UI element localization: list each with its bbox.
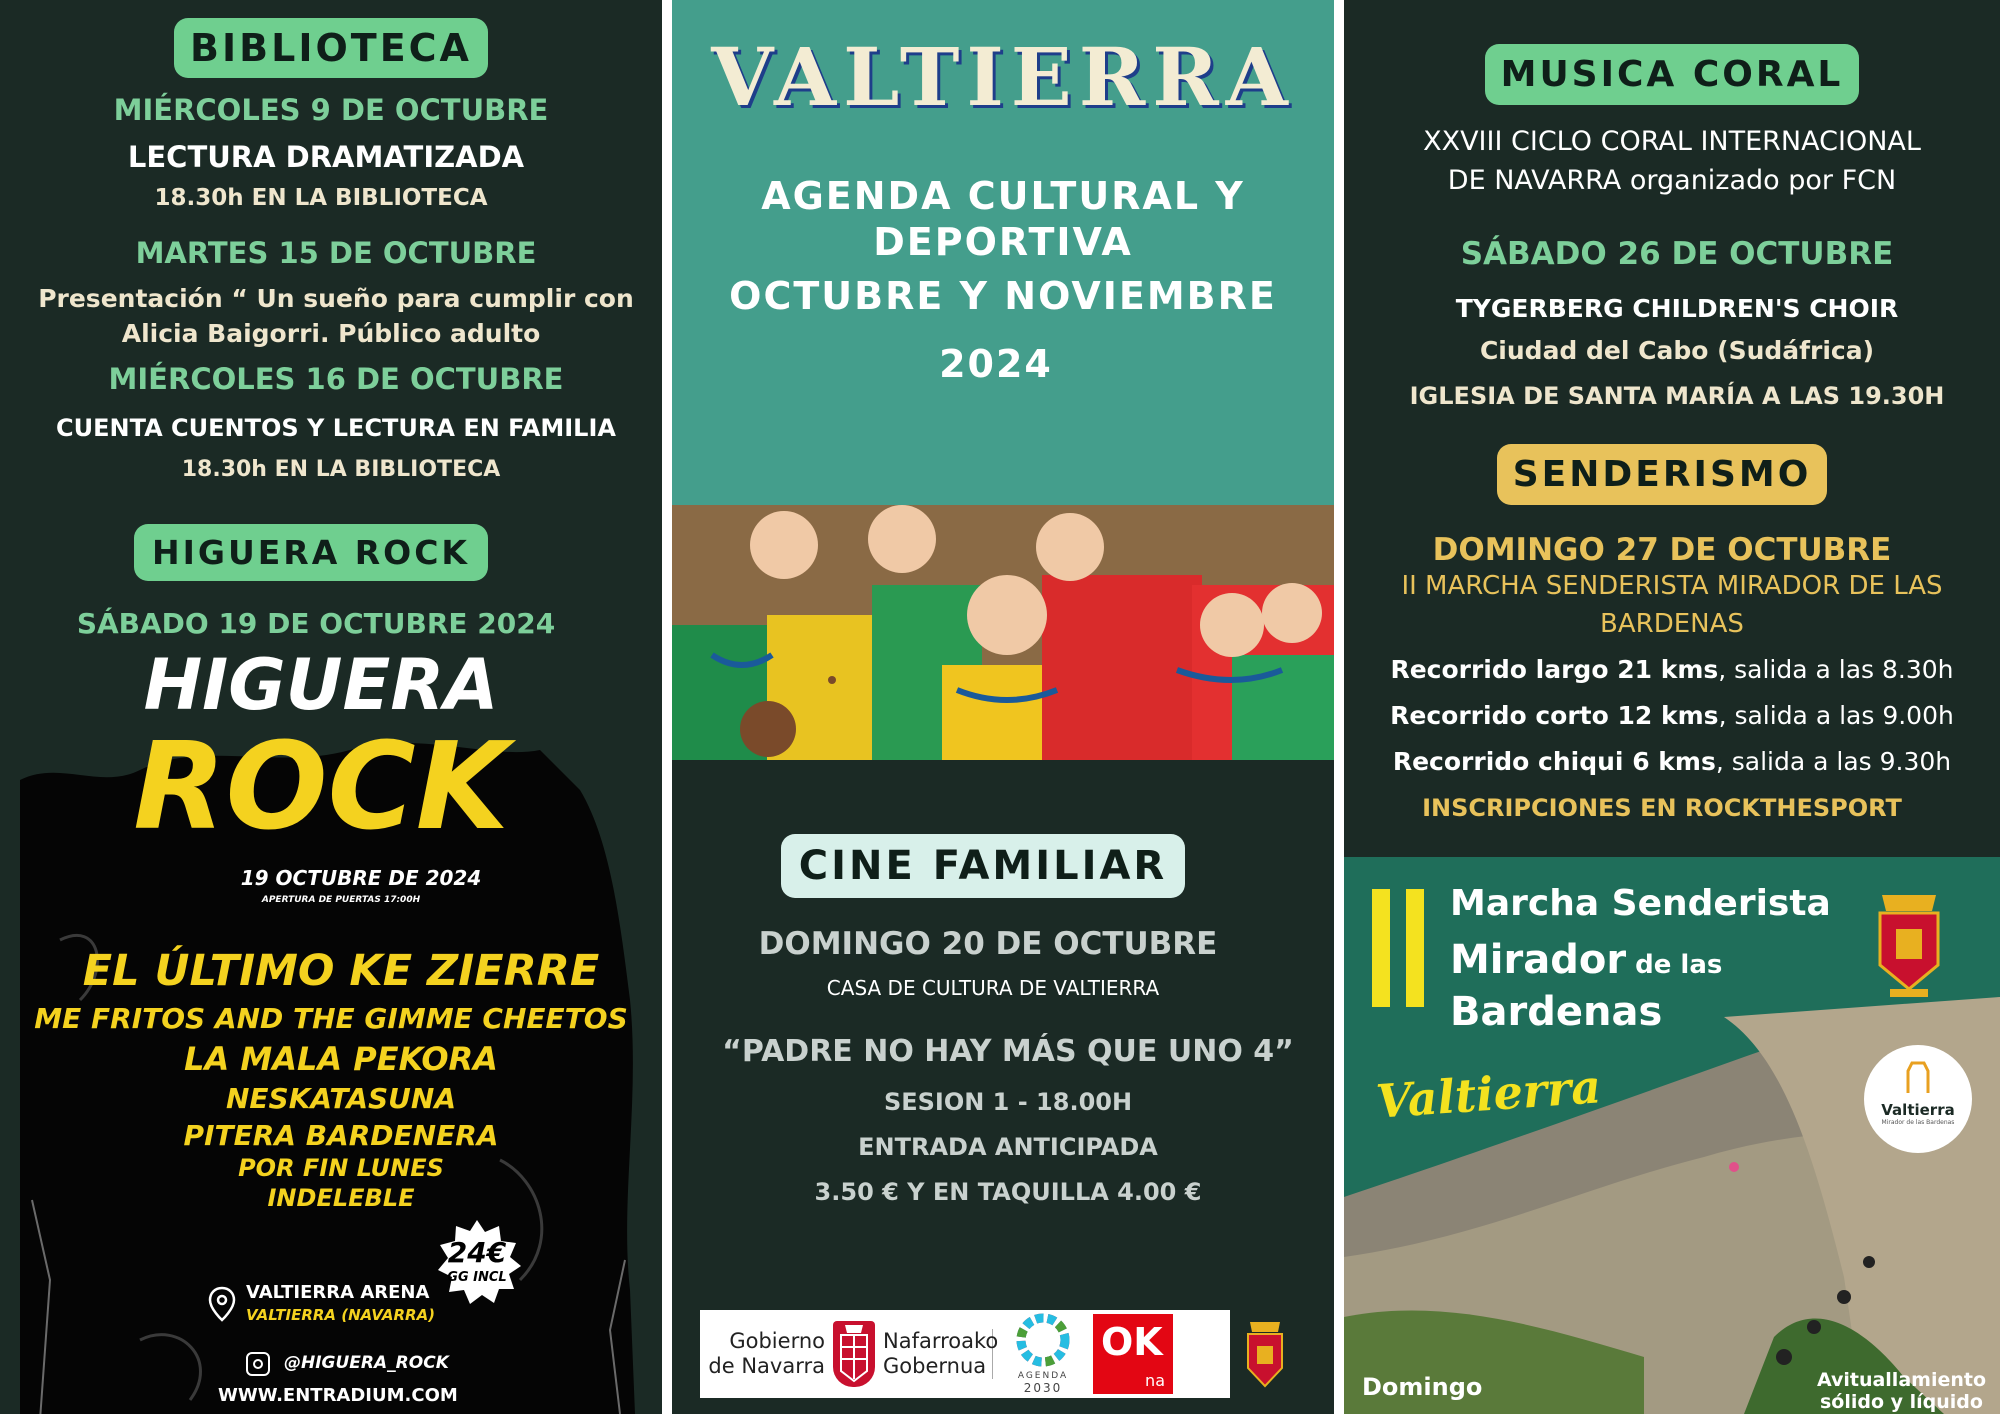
cine-place: CASA DE CULTURA DE VALTIERRA [826,976,1160,1000]
valtierra-badge [1864,1045,1972,1153]
hike-poster-bottom-right2: sólido y líquido [1819,1391,1983,1413]
biblioteca-ev2-line2: Alicia Baigorri. Público adulto [121,319,541,348]
hike-poster [1344,857,2000,1414]
navarra-shield-icon [833,1321,875,1387]
agenda-line2: DEPORTIVA [873,220,1133,264]
agenda-header [672,0,1334,505]
poster-doors: APERTURA DE PUERTAS 17:00H [261,895,421,905]
band-6: POR FIN LUNES [238,1154,444,1182]
cine-entry: ENTRADA ANTICIPADA [858,1133,1158,1161]
instagram-icon [246,1352,270,1376]
band-4: NESKATASUNA [225,1082,456,1115]
sponsor-logos [700,1310,1230,1398]
cine-header [672,834,1334,898]
band-1: EL ÚLTIMO KE ZIERRE [82,946,600,996]
hike-poster-bottom-right1: Avituallamiento [1816,1369,1986,1391]
route-1-time: , salida a las 8.30h [1718,655,1954,684]
biblioteca-ev1-date: MIÉRCOLES 9 DE OCTUBRE [113,93,549,127]
biblioteca-ev1-title: LECTURA DRAMATIZADA [127,140,525,174]
agenda-2030-label: AGENDA [1017,1371,1069,1381]
route-1-name: Recorrido largo 21 kms [1390,655,1719,684]
route-1 [1344,655,2000,684]
town-title: VALTIERRA [711,30,1295,124]
ok-logo-sub: na [1145,1371,1165,1390]
higuera-header [0,524,662,581]
band-7: INDELEBLE [267,1184,415,1212]
senderismo-header [1344,444,2000,505]
senderismo-inscriptions[interactable]: INSCRIPCIONES EN ROCKTHESPORT [1422,794,1902,822]
cine-date: DOMINGO 20 DE OCTUBRE [758,926,1218,962]
route-2 [1344,701,2000,730]
biblioteca-ev2-date: MARTES 15 DE OCTUBRE [135,236,537,270]
coral-header [1344,44,2000,105]
band-2: ME FRITOS AND THE GIMME CHEETOS [34,1002,628,1035]
nafarroako-text [883,1329,999,1379]
agenda-line3: OCTUBRE Y NOVIEMBRE [729,274,1277,318]
badge-subtitle: Mirador de las Bardenas [1881,1119,1955,1126]
agenda-year: 2024 [939,342,1053,386]
ok-navarra-logo [1093,1314,1173,1394]
ok-logo-text: OK [1101,1320,1163,1364]
coral-choir: TYGERBERG CHILDREN'S CHOIR [1455,294,1899,323]
middle-column [672,0,1334,1414]
senderismo-march1: II MARCHA SENDERISTA MIRADOR DE LAS [1401,571,1943,601]
senderismo-date: DOMINGO 27 DE OCTUBRE [1432,532,1892,568]
hike-poster-script: Valtierra [1374,1059,1603,1129]
price-value: 24€ [447,1236,507,1269]
nafarroako-line1: Nafarroako [883,1329,999,1353]
cine-session: SESION 1 - 18.00H [883,1088,1133,1116]
agenda-line1: AGENDA CULTURAL Y [761,174,1245,218]
left-column [0,0,662,1414]
biblioteca-ev1-place: 18.30h EN LA BIBLIOTECA [154,185,488,211]
route-3-name: Recorrido chiqui 6 kms [1392,747,1716,776]
price-badge [432,1218,522,1308]
agenda-2030-year: 2030 [1023,1381,1063,1395]
route-2-name: Recorrido corto 12 kms [1390,701,1719,730]
cine-film: “PADRE NO HAY MÁS QUE UNO 4” [722,1034,1294,1069]
price-note: GG INCL [447,1270,507,1285]
roman-numeral-ii-icon [1372,889,1428,1007]
senderismo-title: SENDERISMO [1497,444,1828,505]
coral-title: MUSICA CORAL [1485,44,1860,105]
band-3: LA MALA PEKORA [184,1040,498,1078]
hike-poster-line2 [1450,937,1722,983]
venue-sub: VALTIERRA (NAVARRA) [246,1306,436,1324]
route-3-time: , salida a las 9.30h [1715,747,1952,776]
hike-poster-line3: Bardenas [1450,989,1663,1035]
coral-line1: XXVIII CICLO CORAL INTERNACIONAL [1423,126,1921,157]
gobierno-navarra-text [700,1329,825,1379]
senderismo-march2: BARDENAS [1600,609,1744,639]
location-pin-icon [208,1286,236,1326]
badge-title: Valtierra [1881,1101,1955,1119]
venue-name: VALTIERRA ARENA [246,1282,430,1303]
biblioteca-header [0,18,662,78]
website-link[interactable]: WWW.ENTRADIUM.COM [218,1385,458,1406]
coral-place: IGLESIA DE SANTA MARÍA A LAS 19.30H [1409,382,1945,410]
gobierno-line2: de Navarra [708,1354,825,1378]
cine-price: 3.50 € Y EN TAQUILLA 4.00 € [814,1178,1202,1206]
coral-city: Ciudad del Cabo (Sudáfrica) [1479,336,1875,365]
right-column [1344,0,2000,1414]
route-3 [1344,747,2000,776]
hike-poster-line1: Marcha Senderista [1450,883,1831,924]
agenda-2030-logo [993,1313,1093,1395]
higuera-rock-poster [20,640,642,1414]
cine-title: CINE FAMILIAR [781,834,1185,898]
instagram-handle[interactable]: @HIGUERA_ROCK [284,1353,449,1373]
tower-icon [1898,1057,1938,1097]
coral-line2: DE NAVARRA organizado por FCN [1447,165,1897,196]
hike-coat-of-arms-icon [1872,885,1946,1001]
poster-title-higuera: HIGUERA [143,644,499,726]
biblioteca-ev3-place: 18.30h EN LA BIBLIOTECA [181,457,501,482]
higuera-date: SÁBADO 19 DE OCTUBRE 2024 [76,607,556,640]
biblioteca-ev2-line1: Presentación “ Un sueño para cumplir con [38,284,634,313]
valtierra-coat-of-arms-icon [1240,1316,1290,1392]
hike-poster-line2b: de las [1626,950,1723,980]
biblioteca-ev3-date: MIÉRCOLES 16 DE OCTUBRE [108,362,564,396]
poster-date: 19 OCTUBRE DE 2024 [240,866,482,890]
higuera-title: HIGUERA ROCK [134,524,488,581]
sdg-wheel-icon [1016,1313,1070,1367]
gobierno-line1: Gobierno [729,1329,825,1353]
nafarroako-line2: Gobernua [883,1354,987,1378]
coral-date: SÁBADO 26 DE OCTUBRE [1460,236,1894,272]
hike-poster-bottom-right [1817,1369,1986,1413]
choir-photo-illustration [672,505,1334,760]
biblioteca-ev3-title: CUENTA CUENTOS Y LECTURA EN FAMILIA [56,414,616,442]
choir-photo [672,505,1334,760]
poster-title-rock: ROCK [133,718,509,857]
band-5: PITERA BARDENERA [183,1119,499,1152]
hike-poster-bottom-left: Domingo [1362,1373,1483,1401]
biblioteca-title: BIBLIOTECA [174,18,488,78]
hike-poster-line2a: Mirador [1450,937,1627,983]
route-2-time: , salida a las 9.00h [1718,701,1954,730]
